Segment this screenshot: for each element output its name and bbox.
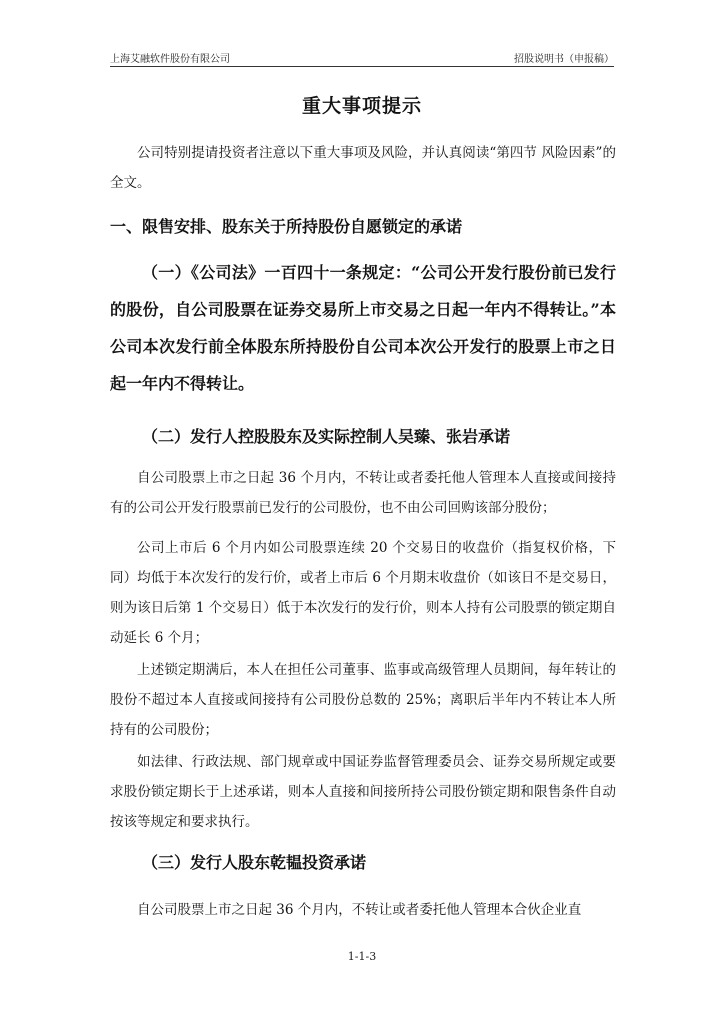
page-header — [110, 50, 614, 67]
intro-paragraph: 公司特别提请投资者注意以下重大事项及风险，并认真阅读“第四节 风险因素”的全文。 — [110, 145, 616, 191]
section-1-item-3-heading: （三）发行人股东乾韫投资承诺 — [142, 853, 367, 872]
section-1-item-2-heading: （二）发行人控股股东及实际控制人吴臻、张岩承诺 — [142, 427, 511, 446]
section-1-heading: 一、限售安排、股东关于所持股份自愿锁定的承诺 — [110, 217, 463, 236]
section-1-item-1: （一）《公司法》一百四十一条规定：“公司公开发行股份前已发行的股份，自公司股票在证券交易所上市交易之日起一年内不得转让。”本公司本次发行前全体股东所持股份自公司本次公开发行的股票上市之日起一年内不得转让。 — [110, 263, 616, 393]
page-title: 重大事项提示 — [301, 95, 422, 117]
item-2-paragraph-2: 公司上市后 6 个月内如公司股票连续 20 个交易日的收盘价（指复权价格，下同）均低于本次发行的发行价，或者上市后 6 个月期末收盘价（如该日不是交易日，则为该日后第 1 个交易日）低于本次发行的发行价，则本人持有公司股票的锁定期自动延长 6 个月； — [110, 540, 616, 646]
item-2-paragraph-4-block — [110, 747, 616, 837]
intro-block — [110, 138, 616, 198]
item-2-paragraph-3-block — [110, 655, 616, 745]
item-2-paragraph-2-block — [110, 533, 616, 653]
header-company-name: 上海艾融软件股份有限公司 — [110, 54, 230, 65]
section-1-item-1-block — [110, 254, 616, 402]
item-2-paragraph-4: 如法律、行政法规、部门规章或中国证券监督管理委员会、证券交易所规定或要求股份锁定期长于上述承诺，则本人直接和间接所持公司股份锁定期和限售条件自动按该等规定和要求执行。 — [110, 754, 616, 830]
page-number: 1-1-3 — [347, 950, 377, 963]
section-1-heading-block — [110, 216, 616, 238]
section-1-item-3-heading-block — [110, 852, 616, 874]
section-1-item-2-heading-block — [110, 426, 616, 448]
header-document-type: 招股说明书（申报稿） — [514, 54, 614, 65]
item-3-paragraph: 自公司股票上市之日起 36 个月内，不转让或者委托他人管理本合伙企业直 — [137, 902, 582, 918]
item-2-paragraph-1-block — [110, 463, 616, 523]
item-2-paragraph-1: 自公司股票上市之日起 36 个月内，不转让或者委托他人管理本人直接或间接持有的公司公开发行股票前已发行的公司股份，也不由公司回购该部分股份； — [110, 470, 616, 516]
item-2-paragraph-3: 上述锁定期满后，本人在担任公司董事、监事或高级管理人员期间，每年转让的股份不超过本人直接或间接持有公司股份总数的 25%；离职后半年内不转让本人所持有的公司股份； — [110, 662, 616, 738]
item-3-paragraph-block — [110, 895, 616, 925]
